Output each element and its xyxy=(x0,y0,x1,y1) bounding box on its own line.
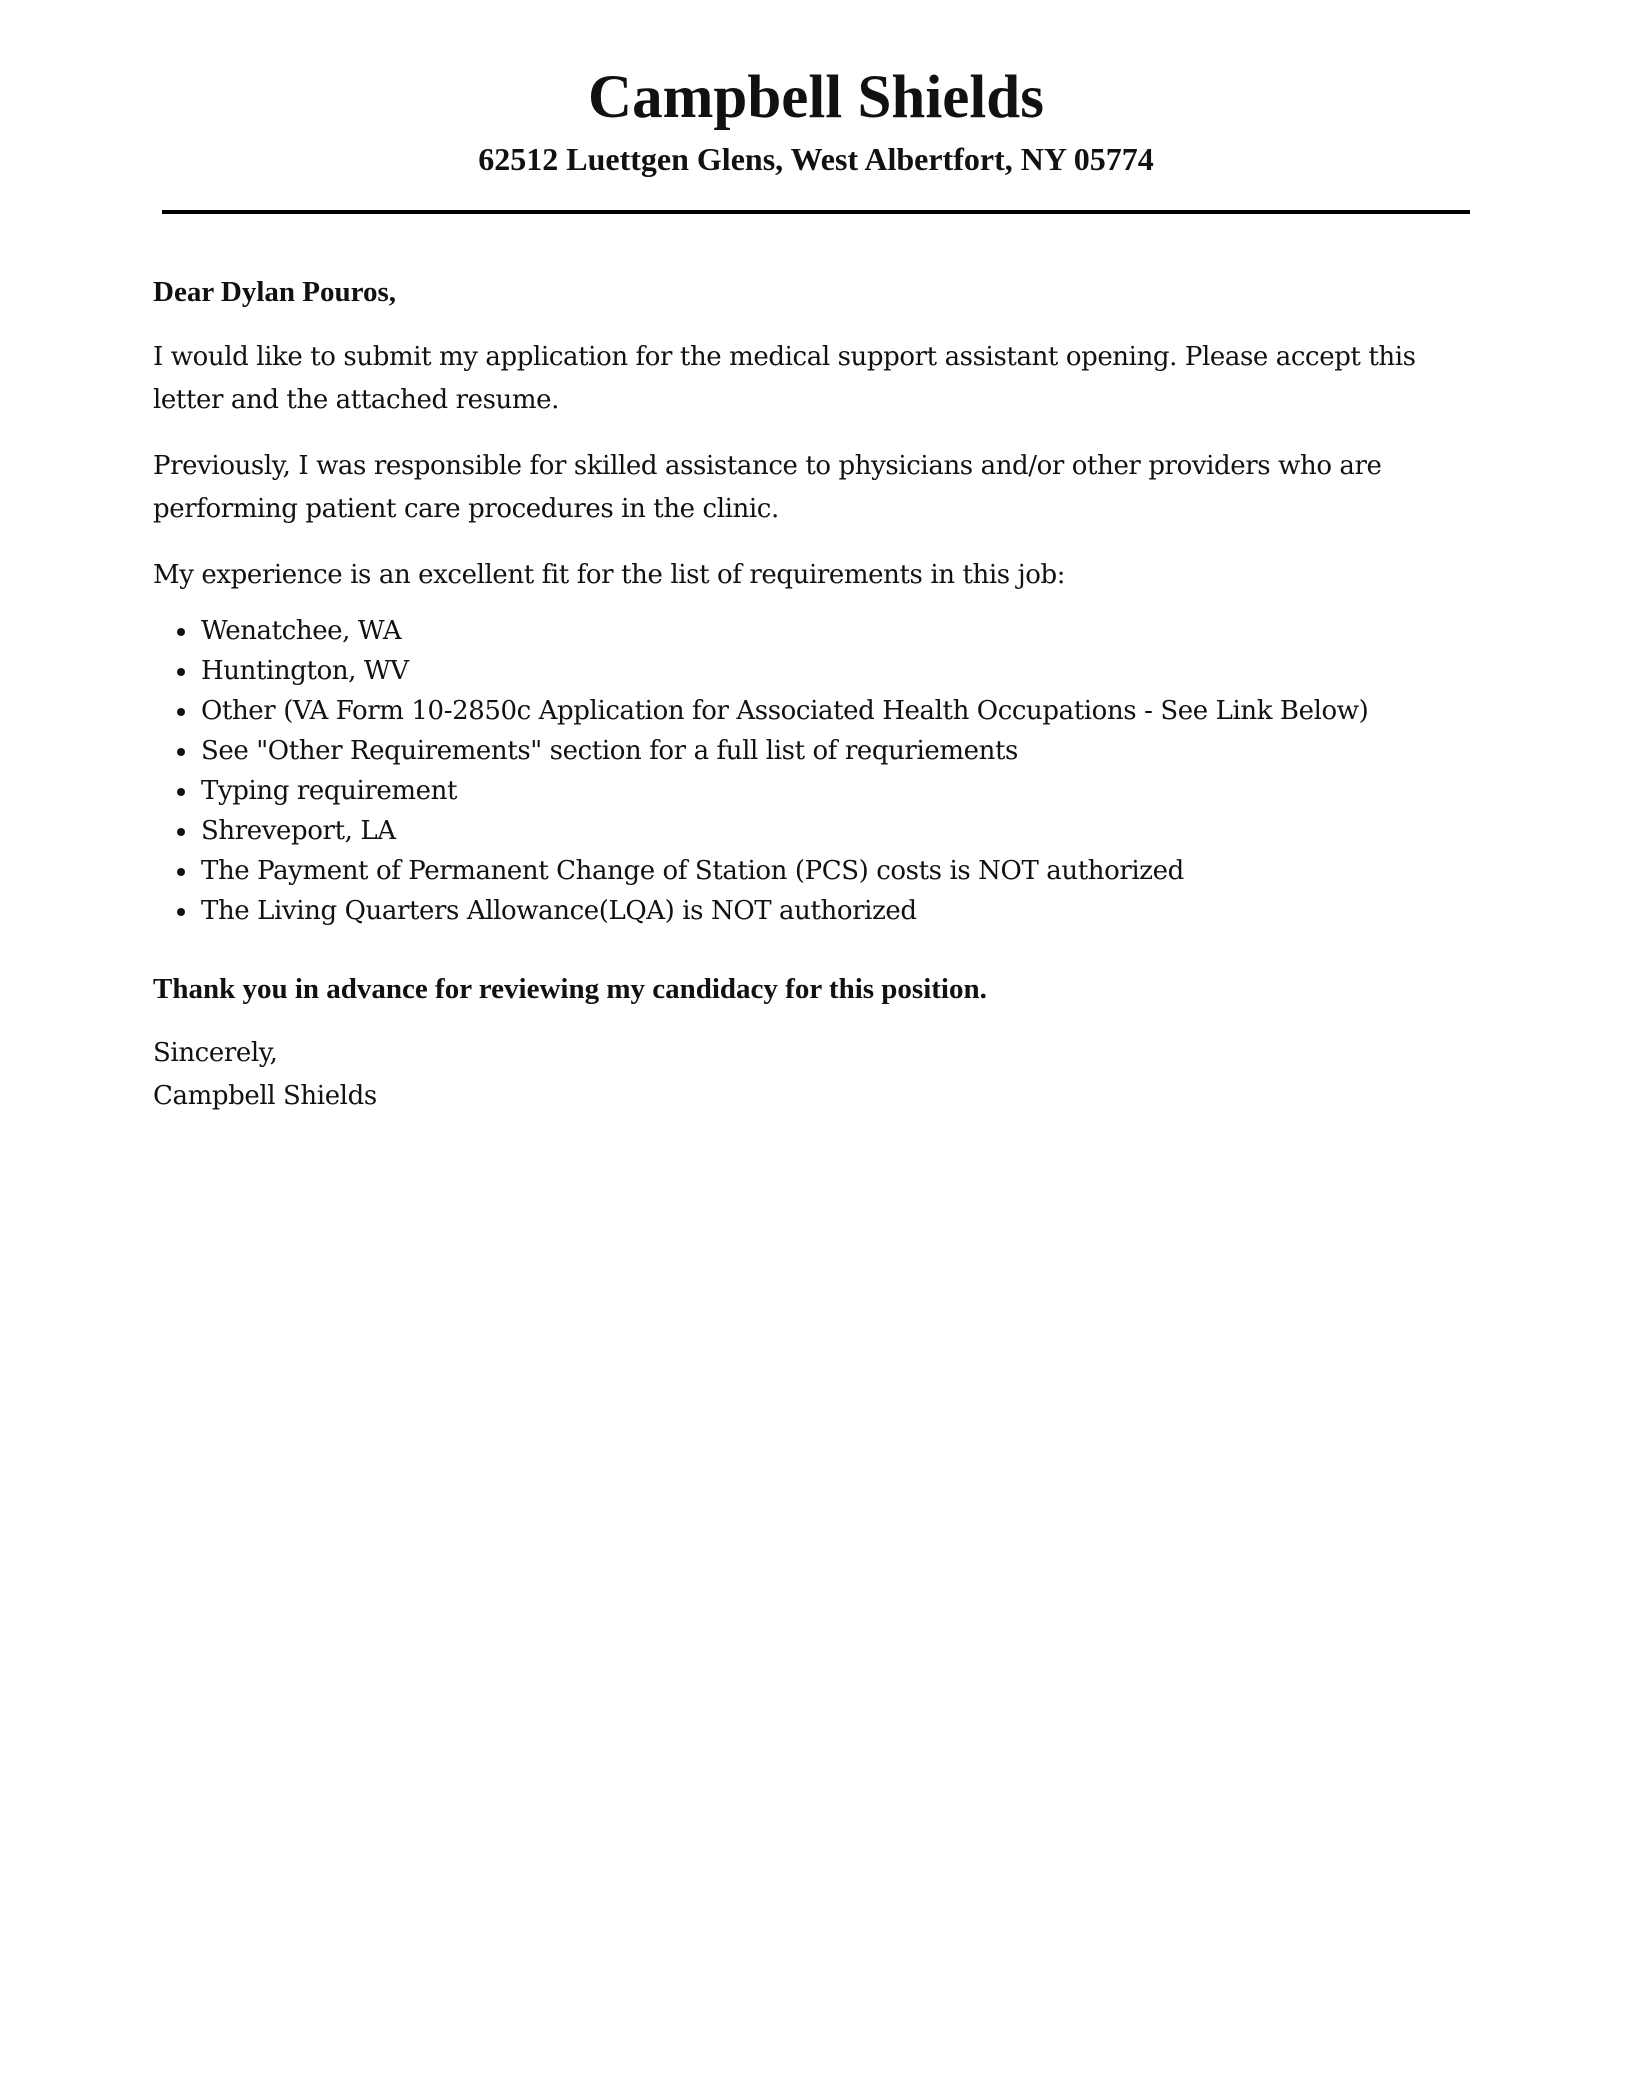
list-item-text: Huntington, WV xyxy=(201,656,409,686)
bullet-icon xyxy=(177,748,185,756)
sender-name: Campbell Shields xyxy=(588,64,1044,131)
bullet-icon xyxy=(177,708,185,716)
bullet-icon xyxy=(177,868,185,876)
list-item-text: The Living Quarters Allowance(LQA) is NOT authorized xyxy=(201,896,917,926)
sender-address: 62512 Luettgen Glens, West Albertfort, NY 05774 xyxy=(478,141,1154,177)
salutation: Dear Dylan Pouros, xyxy=(153,276,397,308)
experience-paragraph: Previously, I was responsible for skilled assistance to physicians and/or other providers who are performing patient care procedures in the clinic. xyxy=(153,451,1382,524)
header-divider xyxy=(162,210,1470,214)
signature-name: Campbell Shields xyxy=(153,1081,377,1111)
list-item xyxy=(153,651,1473,691)
letter-header xyxy=(162,58,1470,177)
list-item xyxy=(153,691,1473,731)
list-item-text: Wenatchee, WA xyxy=(201,616,402,646)
list-item xyxy=(153,851,1473,891)
list-item xyxy=(153,771,1473,811)
list-item-text: The Payment of Permanent Change of Station (PCS) costs is NOT authorized xyxy=(201,856,1184,886)
letter-body xyxy=(153,272,1473,1118)
list-item-text: Other (VA Form 10-2850c Application for Associated Health Occupations - See Link Below) xyxy=(201,696,1369,726)
list-item xyxy=(153,891,1473,931)
intro-paragraph: I would like to submit my application for the medical support assistant opening. Please accept this letter and the attached resume. xyxy=(153,342,1416,415)
list-item xyxy=(153,731,1473,771)
requirements-list xyxy=(153,611,1473,931)
bullet-icon xyxy=(177,788,185,796)
list-item-text: Typing requirement xyxy=(201,776,458,806)
list-item xyxy=(153,611,1473,651)
bullet-icon xyxy=(177,908,185,916)
list-item-text: Shreveport, LA xyxy=(201,816,396,846)
bullet-icon xyxy=(177,668,185,676)
bullet-icon xyxy=(177,828,185,836)
list-item-text: See "Other Requirements" section for a full list of requriements xyxy=(201,736,1018,766)
signoff: Sincerely, xyxy=(153,1038,278,1068)
bullet-icon xyxy=(177,628,185,636)
requirements-intro: My experience is an excellent fit for the list of requirements in this job: xyxy=(153,560,1066,590)
list-item xyxy=(153,811,1473,851)
closing-statement: Thank you in advance for reviewing my candidacy for this position. xyxy=(153,973,987,1005)
